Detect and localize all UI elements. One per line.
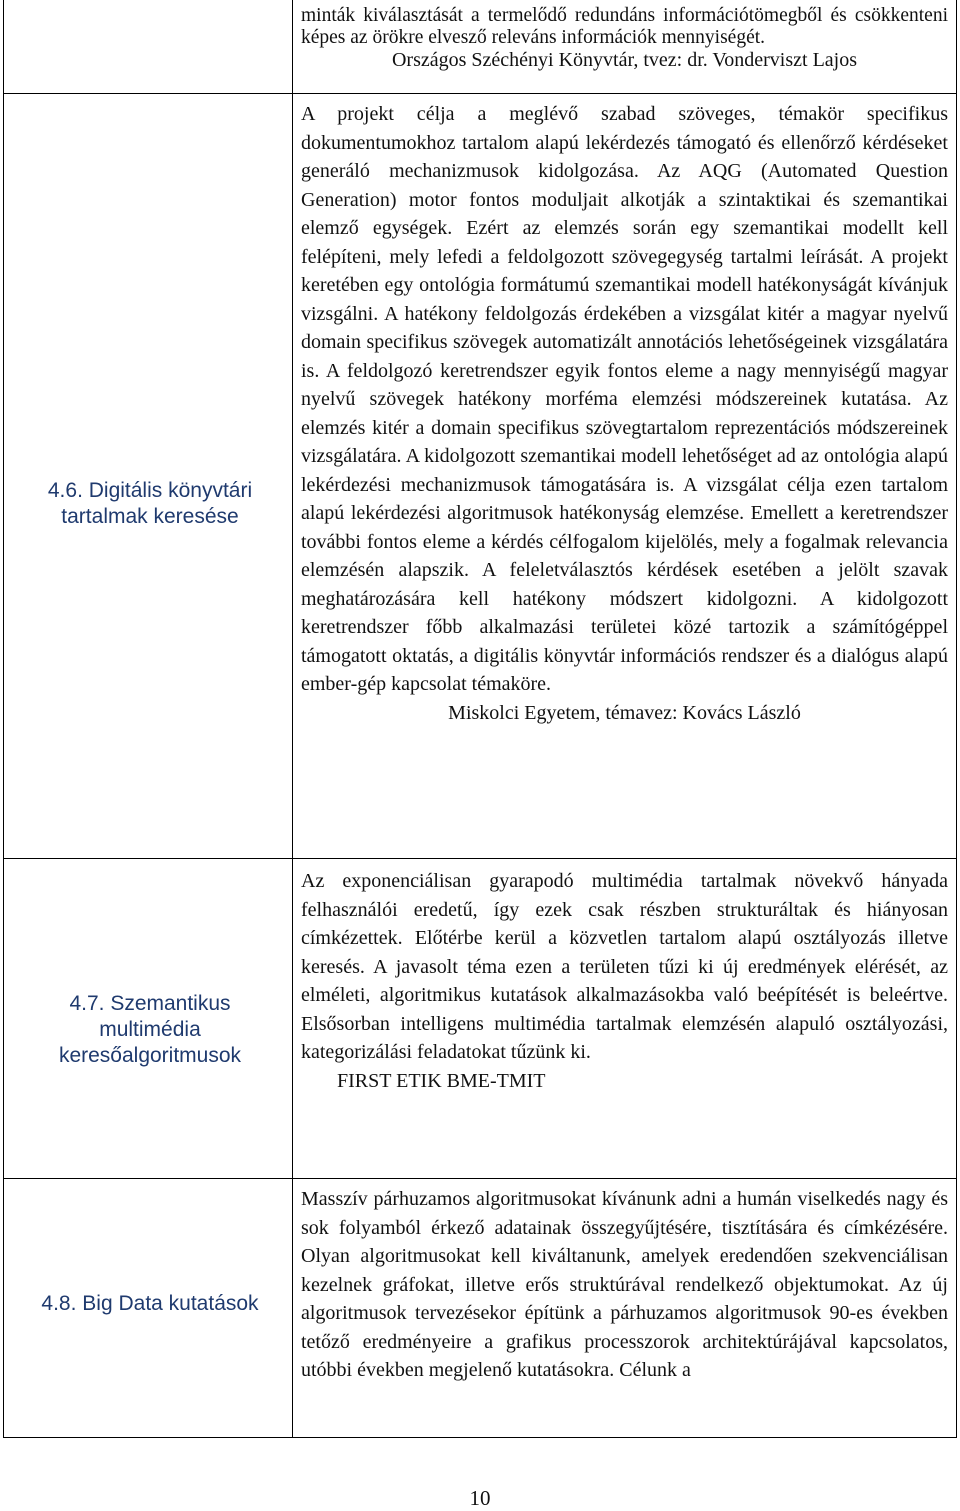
section-cell [4, 1179, 293, 1437]
paragraph: Az exponenciálisan gyarapodó multimédia tartalmak növekvő hányada felhasználói eredetű, így ezek csak részben strukturáltak és hiányosan címkézettek. Előtérbe kerül a közvetlen tartalom alapú osztályozás illetve keresés. A javasolt téma ezen a területen tűzi ki új eredmények elérését, az elméleti, algoritmikus kutatások alkalmazásokba való beépítését is beleértve. Elsősorban intelligens multimédia tartalmak elemzésén alapuló osztályozási, kategorizálási feladatokat tűzünk ki. [301, 870, 948, 1063]
section-cell [4, 94, 293, 858]
table-row [4, 0, 956, 94]
page-number: 10 [469, 1486, 491, 1510]
content-cell [293, 1179, 956, 1437]
institution-line: FIRST ETIK BME-TMIT [337, 1069, 546, 1092]
paragraph: minták kiválasztását a termelődő redundáns információtömegből és csökkenteni képes az örökre elvesző releváns információk mennyiségét. [301, 5, 948, 48]
content-cell [293, 0, 956, 93]
table-row [4, 859, 956, 1179]
institution-line: Országos Széchényi Könyvtár, tvez: dr. Vonderviszt Lajos [391, 49, 858, 71]
table-row [4, 94, 956, 859]
document-table [3, 0, 957, 1438]
section-cell [4, 0, 293, 93]
paragraph: Masszív párhuzamos algoritmusokat kívánunk adni a humán viselkedés nagy és sok folyamból érkező adatainak összegyűjtésére, tisztítására és címkézésére. Olyan algoritmusokat kell kiváltanunk, amelyek eredendően szekvenciálisan kezelnek gráfokat, illetve erős struktúrával rendelkező objektumokat. Az új algoritmusok tervezésekor építünk a párhuzamos algoritmusok 90-es években tetőző eredményeire a grafikus processzorok architektúrájával kapcsolatos, utóbbi években megjelenő kutatásokra. Célunk a [301, 1188, 948, 1381]
section-cell [4, 859, 293, 1178]
section-title: 4.7. Szemantikus multimédia keresőalgoritmusok [58, 992, 242, 1067]
content-cell [293, 94, 956, 858]
table-row [4, 1179, 956, 1438]
institution-line: Miskolci Egyetem, témavez: Kovács László [448, 701, 801, 724]
section-title: 4.6. Digitális könyvtári tartalmak keresése [47, 479, 253, 528]
paragraph: A projekt célja a meglévő szabad szöveges, témakör specifikus dokumentumokhoz tartalom alapú lekérdezés támogató és ellenőrző kérdéseket generáló mechanizmusok kidolgozása. Az AQG (Automated Question Generation) motor fontos moduljait alkotják a szintaktikai és szemantikai elemző egységek. Ezért az elemzés során egy szemantikai modellt kell felépíteni, mely lefedi a feldolgozott szövegegység tartalmi leírását. A projekt keretében egy ontológia formátumú szemantikai modell hatékonyságát kívánjuk vizsgálni. A hatékony feldolgozás érdekében a vizsgálat kitér a magyar nyelvű domain specifikus szövegek automatizált annotációs lehetőségeinek vizsgálatára is. A feldolgozó keretrendszer egyik fontos eleme a nagy mennyiségű magyar nyelvű szövegek hatékony morféma elemzési módszereinek kutatása. Az elemzés kitér a domain specifikus szövegtartalom reprezentációs módszereinek vizsgálatára. A kidolgozott szemantikai modell lehetőséget ad az ontológia alapú lekérdezési mechanizmusok támogatására is. A vizsgálat célja ezen tartalom alapú lekérdezési algoritmusok hatékonyság elemzése. Emellett a keretrendszer további fontos eleme a kérdés célfogalom kijelölés, mely a fogalmak relevancia elemzésén alapszik. A feleletválasztós kérdések esetében a jelölt szavak meghatározására kell hatékony módszert kidolgozni. A kidolgozott keretrendszer főbb alkalmazási területei közé tartozik a számítógéppel támogatott oktatás, a digitális könyvtár információs rendszer és a dialógus alapú ember-gép kapcsolat témaköre. [301, 103, 948, 695]
content-cell [293, 859, 956, 1178]
section-title: 4.8. Big Data kutatások [41, 1292, 259, 1315]
